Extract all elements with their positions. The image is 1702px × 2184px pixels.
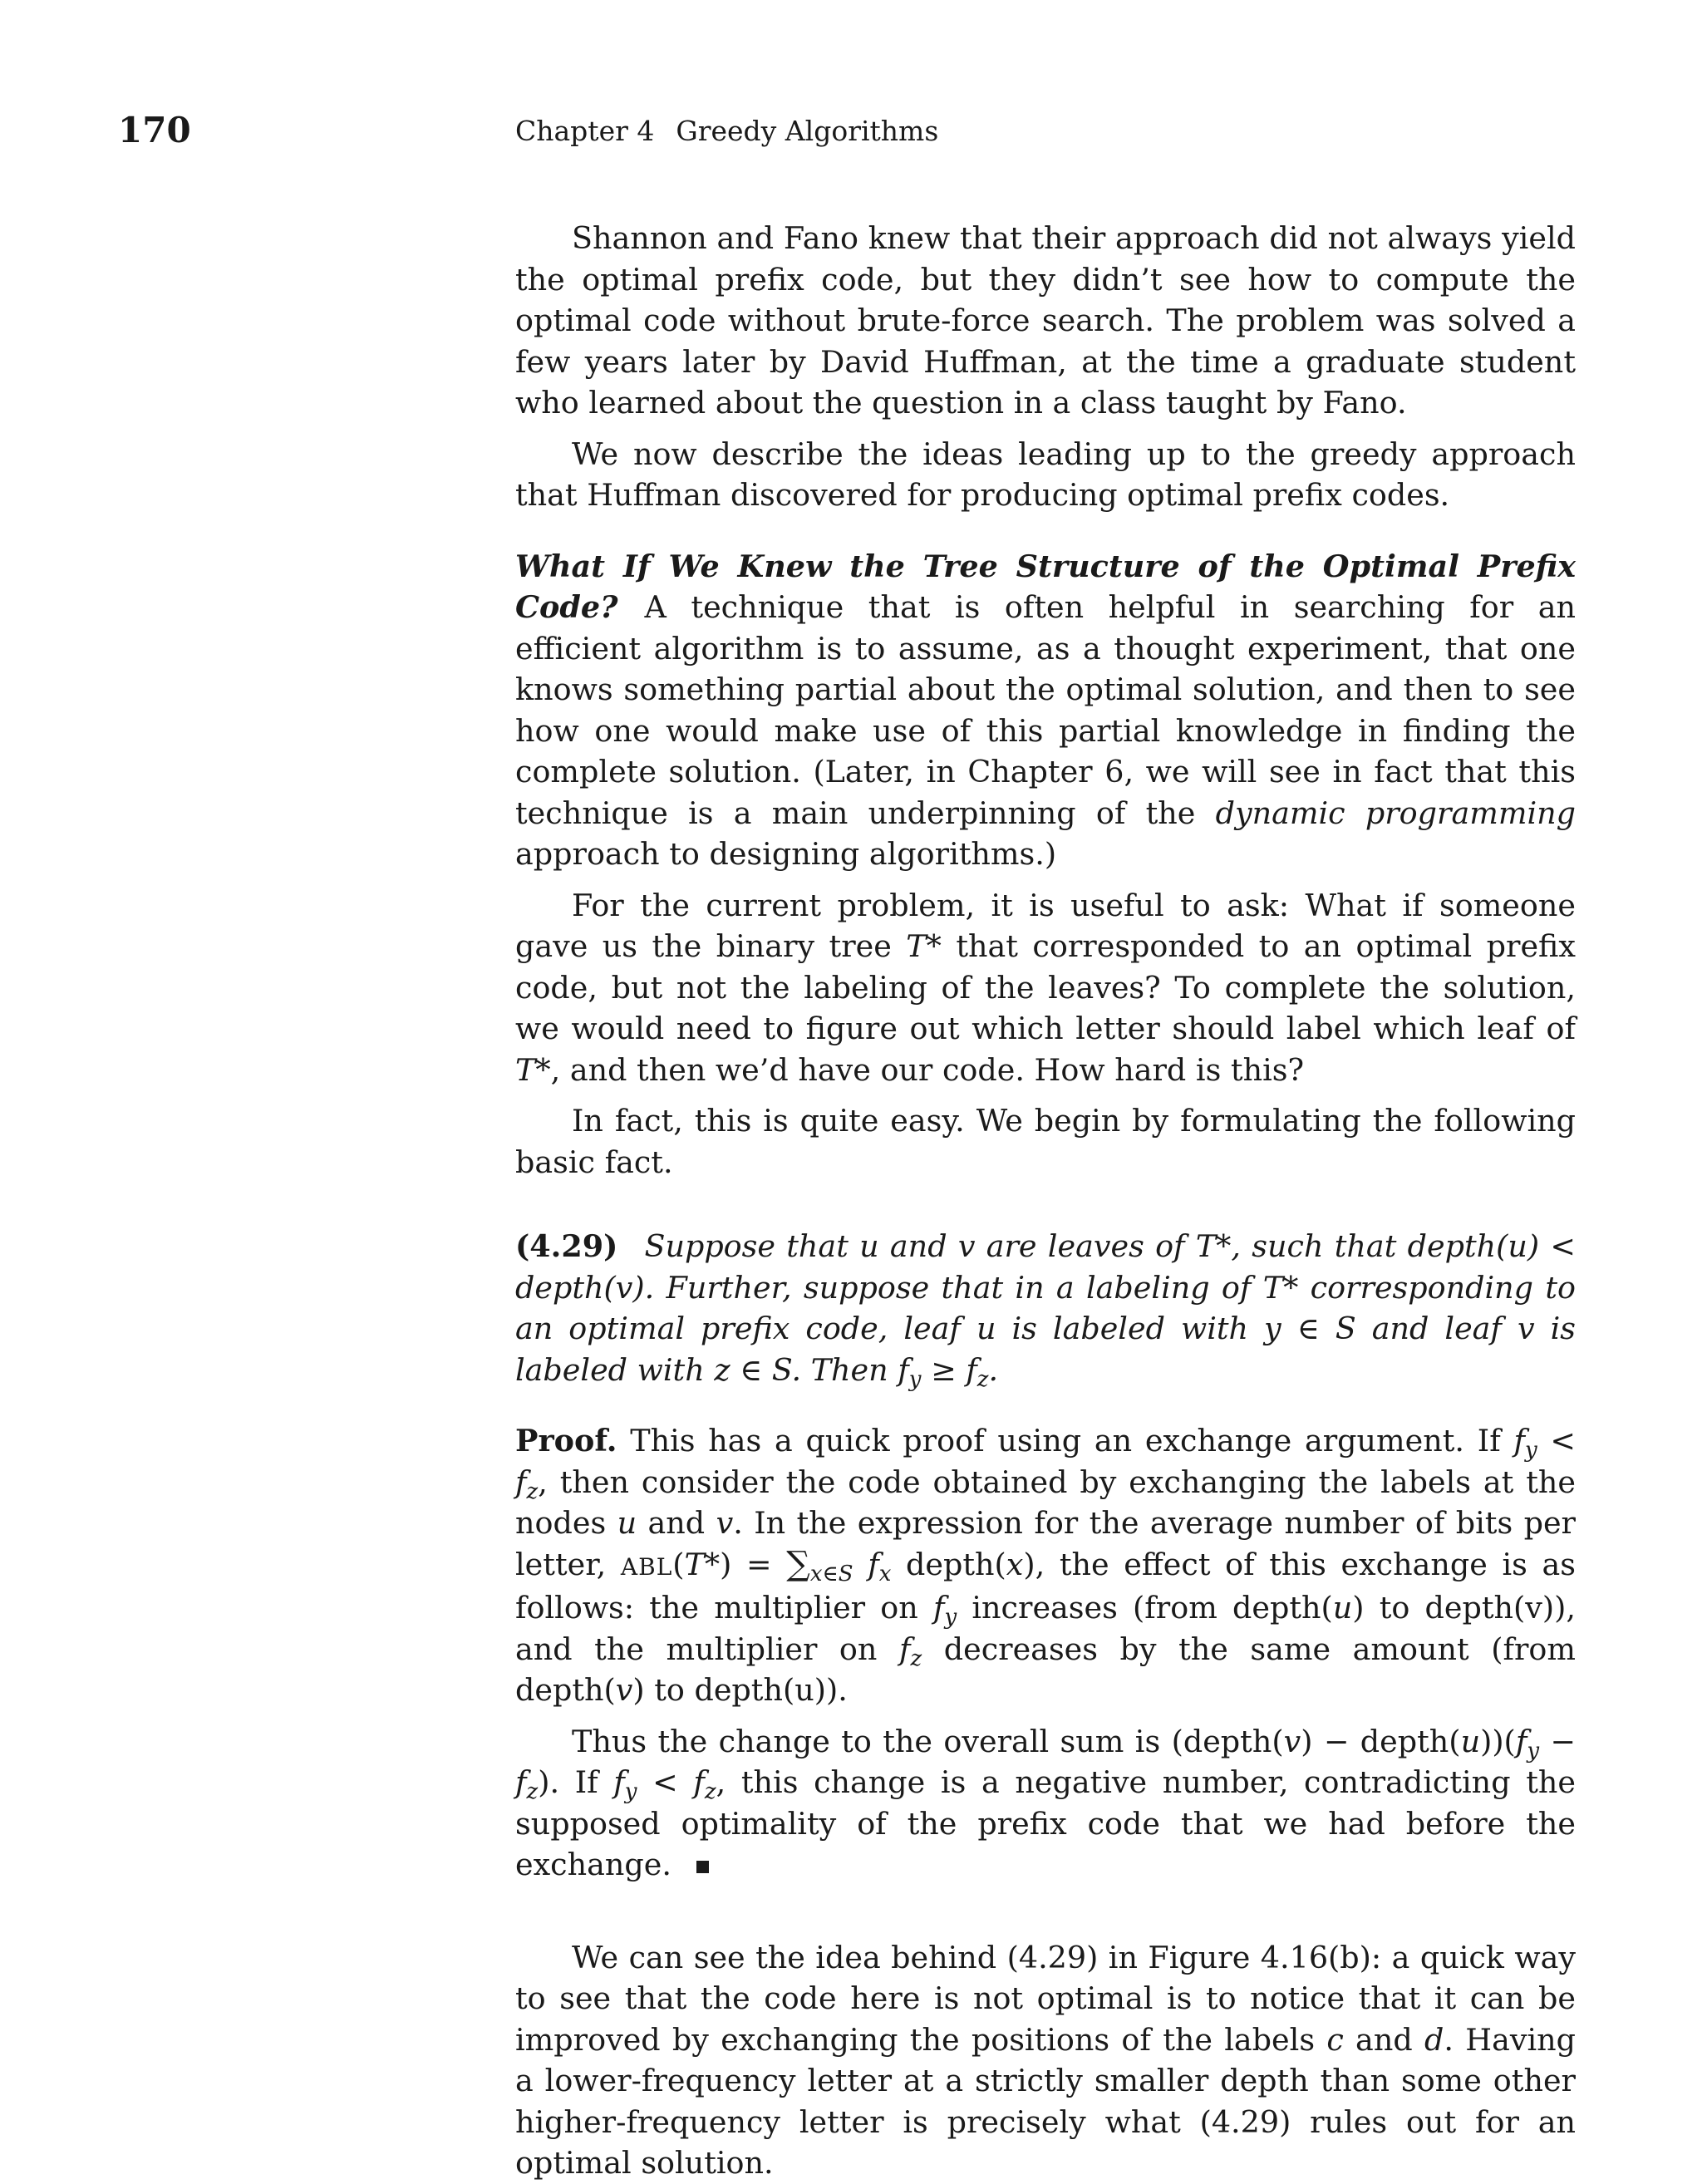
math-operator: < bbox=[1537, 1423, 1576, 1458]
subscript: y bbox=[1524, 1438, 1537, 1463]
math-x: x bbox=[1006, 1546, 1024, 1582]
text-segment: Thus the change to the overall sum is (depth( bbox=[572, 1723, 1284, 1759]
text-segment: increases (from depth( bbox=[957, 1590, 1333, 1626]
math-operator: < bbox=[637, 1764, 694, 1800]
statement-number: (4.29) bbox=[515, 1228, 618, 1264]
text-segment: ). If bbox=[538, 1764, 614, 1800]
math-c: c bbox=[1326, 2021, 1344, 2058]
math-u: u bbox=[1332, 1590, 1353, 1626]
math-f: f bbox=[898, 1631, 911, 1667]
math-f: f bbox=[932, 1590, 945, 1626]
math-t-star: T* bbox=[684, 1546, 721, 1582]
subscript: y bbox=[908, 1366, 922, 1392]
subscript: z bbox=[526, 1779, 539, 1804]
paragraph-shannon-fano: Shannon and Fano knew that their approach did not always yield the optimal prefix code, but they didn’t see how to compute the optimal code without brute-force search. The problem was solved a few years later by David Huffman, at the time a graduate student who learned about the question in a class taught by Fano. bbox=[515, 220, 1576, 421]
math-t-star: T* bbox=[906, 928, 942, 964]
page-number: 170 bbox=[118, 110, 191, 150]
text-segment: ) to depth(v)), and the multiplier on bbox=[515, 1590, 1576, 1667]
abl-smallcaps: ABL bbox=[620, 1552, 673, 1581]
math-t-star: T* bbox=[515, 1051, 551, 1088]
math-f: f bbox=[868, 1546, 879, 1582]
text-segment: and bbox=[637, 1505, 716, 1541]
text-segment: , this change is a negative number, contradicting the supposed optimality of the prefix code that we had before the exchange. bbox=[515, 1764, 1576, 1882]
paragraph-basic-fact: In fact, this is quite easy. We begin by formulating the following basic fact. bbox=[515, 1103, 1576, 1180]
text-segment: depth( bbox=[891, 1546, 1006, 1582]
subscript: y bbox=[944, 1605, 957, 1630]
math-f: f bbox=[515, 1764, 527, 1800]
text-segment: approach to designing algorithms.) bbox=[515, 836, 1057, 872]
subscript: z bbox=[526, 1478, 539, 1504]
math-f: f bbox=[613, 1764, 625, 1800]
emphasis-dynamic-programming: dynamic programming bbox=[1215, 794, 1576, 831]
text-segment: , then consider the code obtained by exchanging the labels at the nodes bbox=[515, 1463, 1576, 1541]
paragraph-figure-reference bbox=[515, 1937, 1576, 2184]
math-u: u bbox=[1460, 1723, 1481, 1759]
text-segment: This has a quick proof using an exchange argument. If bbox=[617, 1423, 1514, 1458]
running-head-chapter: Chapter 4 bbox=[515, 115, 655, 147]
text-segment: A technique that is often helpful in searching for an efficient algorithm is to assume, as a thought experiment, that one knows something partial about the optimal solution, and then to see how one would make use of this partial knowledge in finding the complete solution. (Later, in Chapter 6, we will see in fact that this technique is a main underpinning of the bbox=[515, 589, 1576, 831]
text-segment: . Having a lower-frequency letter at a strictly smaller depth than some other higher-frequency letter is precisely what (4.29) rules out for an optimal solution. bbox=[515, 2021, 1576, 2181]
math-f: f bbox=[1515, 1723, 1527, 1759]
paragraph-huffman-ideas: We now describe the ideas leading up to the greedy approach that Huffman discovered for producing optimal prefix codes. bbox=[515, 435, 1576, 513]
text-segment: ))( bbox=[1480, 1723, 1516, 1759]
text-segment: For the current problem, it is useful to ask: What if someone gave us the binary tree bbox=[515, 887, 1576, 964]
math-u: u bbox=[617, 1505, 637, 1541]
math-v: v bbox=[615, 1672, 633, 1708]
text-segment: , and then we’d have our code. How hard is this? bbox=[550, 1051, 1305, 1088]
text-segment: . In the expression for the average number of bits per letter, bbox=[515, 1505, 1576, 1582]
math-f: f bbox=[693, 1764, 705, 1800]
section-heading: What If We Knew the Tree Structure of the Optimal Prefix Code? bbox=[515, 548, 1576, 625]
running-head bbox=[515, 115, 938, 147]
math-d: d bbox=[1424, 2021, 1444, 2058]
math-v: v bbox=[1283, 1723, 1301, 1759]
paragraph-current-problem bbox=[515, 885, 1576, 1091]
sum-symbol: ∑ bbox=[786, 1544, 810, 1583]
subscript: z bbox=[976, 1366, 989, 1392]
subscript: x∈S bbox=[809, 1561, 853, 1586]
text-segment: ) − depth( bbox=[1301, 1723, 1461, 1759]
qed-square-icon bbox=[696, 1861, 709, 1873]
text-segment: Suppose that u and v are leaves of T*, such that depth(u) < depth(v). Further, suppose that in a labeling of T* corresponding to an optimal prefix code, leaf u is labeled with y ∈ S and leaf v is labeled with z ∈ S. Then f bbox=[515, 1228, 1576, 1388]
text-segment: and bbox=[1343, 2021, 1424, 2058]
text-segment: We can see the idea behind (4.29) in Figure 4.16(b): a quick way to see that the code here is not optimal is to notice that it can be improved by exchanging the positions of the labels bbox=[515, 1939, 1576, 2058]
text-segment: . bbox=[988, 1351, 999, 1388]
text-segment: that corresponded to an optimal prefix code, but not the labeling of the leaves? To complete the solution, we would need to figure out which letter should label which leaf of bbox=[515, 928, 1576, 1046]
proof-label: Proof. bbox=[515, 1423, 617, 1458]
body-text bbox=[515, 218, 1576, 2184]
text-segment: ) to depth(u)). bbox=[632, 1672, 848, 1708]
math-operator: − bbox=[1539, 1723, 1577, 1759]
subscript: x bbox=[878, 1561, 892, 1586]
subscript: z bbox=[704, 1779, 716, 1804]
text-segment: ), the effect of this exchange is as follows: the multiplier on bbox=[515, 1546, 1576, 1626]
paragraph-overall-sum bbox=[515, 1721, 1576, 1886]
subscript: y bbox=[624, 1779, 637, 1804]
statement-4-29 bbox=[515, 1226, 1576, 1390]
subscript: y bbox=[1527, 1738, 1540, 1763]
math-v: v bbox=[716, 1505, 734, 1541]
math-f: f bbox=[1513, 1423, 1525, 1458]
paragraph-tree-structure bbox=[515, 546, 1576, 875]
proof-paragraph: Proof. This has a quick proof using an exchange argument. If $f_y < f_z$, then consider the code obtained by exchanging the labels at the nodes u and v. In the expression for the average number of bits per letter, $ABL(T*) = \sum_{x\in S}$ $f_x$ depth(x), the effect of this exchange is as follows: the multiplier on $f_y$ increases (from depth(u) to depth(v)), and the multiplier on $f_z$ decreases by the same amount (from depth(v) to depth(u)). bbox=[515, 1423, 1577, 1708]
subscript: z bbox=[910, 1645, 922, 1671]
text-segment: ≥ f bbox=[921, 1351, 977, 1388]
math-f: f bbox=[515, 1463, 527, 1500]
statement-text bbox=[515, 1228, 1576, 1392]
math-operator: ) = bbox=[720, 1546, 772, 1582]
running-head-title: Greedy Algorithms bbox=[676, 115, 939, 147]
text-segment: decreases by the same amount (from depth( bbox=[515, 1631, 1577, 1708]
